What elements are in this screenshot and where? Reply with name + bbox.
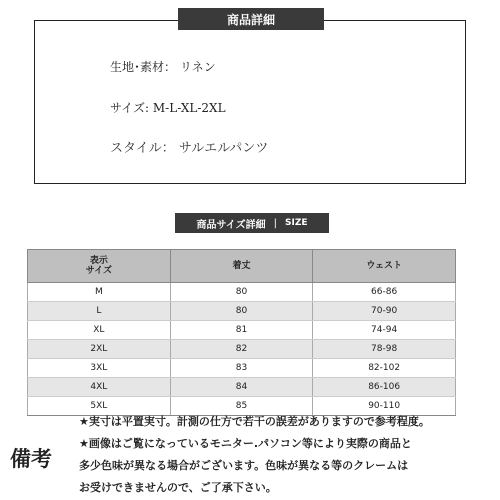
table-header-row <box>28 250 456 283</box>
note-line: お受けできませんので、ご了承下さい。 <box>79 481 277 494</box>
note-line: ★実寸は平置実寸。計測の仕方で若干の誤差がありますので参考程度。 <box>79 415 430 428</box>
size-cell: 5XL <box>28 397 171 416</box>
waist-cell: 82-102 <box>313 359 456 378</box>
size-detail-title <box>175 213 329 233</box>
table-row <box>28 378 456 397</box>
header-display-size: 表示 サイズ <box>28 250 171 283</box>
size-cell: L <box>28 302 171 321</box>
size-line: サイズ: M-L-XL-2XL <box>110 101 226 115</box>
waist-cell: 66-86 <box>313 283 456 302</box>
size-title-en: SIZE <box>285 218 308 228</box>
table-row <box>28 321 456 340</box>
size-cell: M <box>28 283 171 302</box>
length-cell: 80 <box>170 302 313 321</box>
length-cell: 82 <box>170 340 313 359</box>
length-cell: 83 <box>170 359 313 378</box>
header-waist: ウェスト <box>313 250 456 283</box>
waist-cell: 74-94 <box>313 321 456 340</box>
waist-cell: 70-90 <box>313 302 456 321</box>
header-length: 着丈 <box>170 250 313 283</box>
size-cell: 2XL <box>28 340 171 359</box>
length-cell: 85 <box>170 397 313 416</box>
table-row <box>28 359 456 378</box>
product-detail-title: 商品詳細 <box>178 8 324 30</box>
table-row <box>28 302 456 321</box>
waist-cell: 90-110 <box>313 397 456 416</box>
size-cell: 4XL <box>28 378 171 397</box>
material-line: 生地･素材： リネン <box>110 60 216 74</box>
waist-cell: 86-106 <box>313 378 456 397</box>
style-line: スタイル： サルエルパンツ <box>110 141 269 156</box>
table-row <box>28 283 456 302</box>
size-title-divider: | <box>273 217 278 229</box>
length-cell: 84 <box>170 378 313 397</box>
length-cell: 81 <box>170 321 313 340</box>
size-cell: 3XL <box>28 359 171 378</box>
waist-cell: 78-98 <box>313 340 456 359</box>
size-table <box>27 249 456 416</box>
size-cell: XL <box>28 321 171 340</box>
note-line: 多少色味が異なる場合がございます。色味が異なる等のクレームは <box>79 459 409 472</box>
note-line: ★画像はご覧になっているモニター.パソコン等により実際の商品と <box>79 437 412 450</box>
length-cell: 80 <box>170 283 313 302</box>
table-row <box>28 340 456 359</box>
product-detail-box <box>34 20 466 184</box>
size-title-ja: 商品サイズ詳細 <box>196 219 266 231</box>
remarks-label: 備考 <box>10 446 52 471</box>
remarks-notes <box>79 411 499 499</box>
